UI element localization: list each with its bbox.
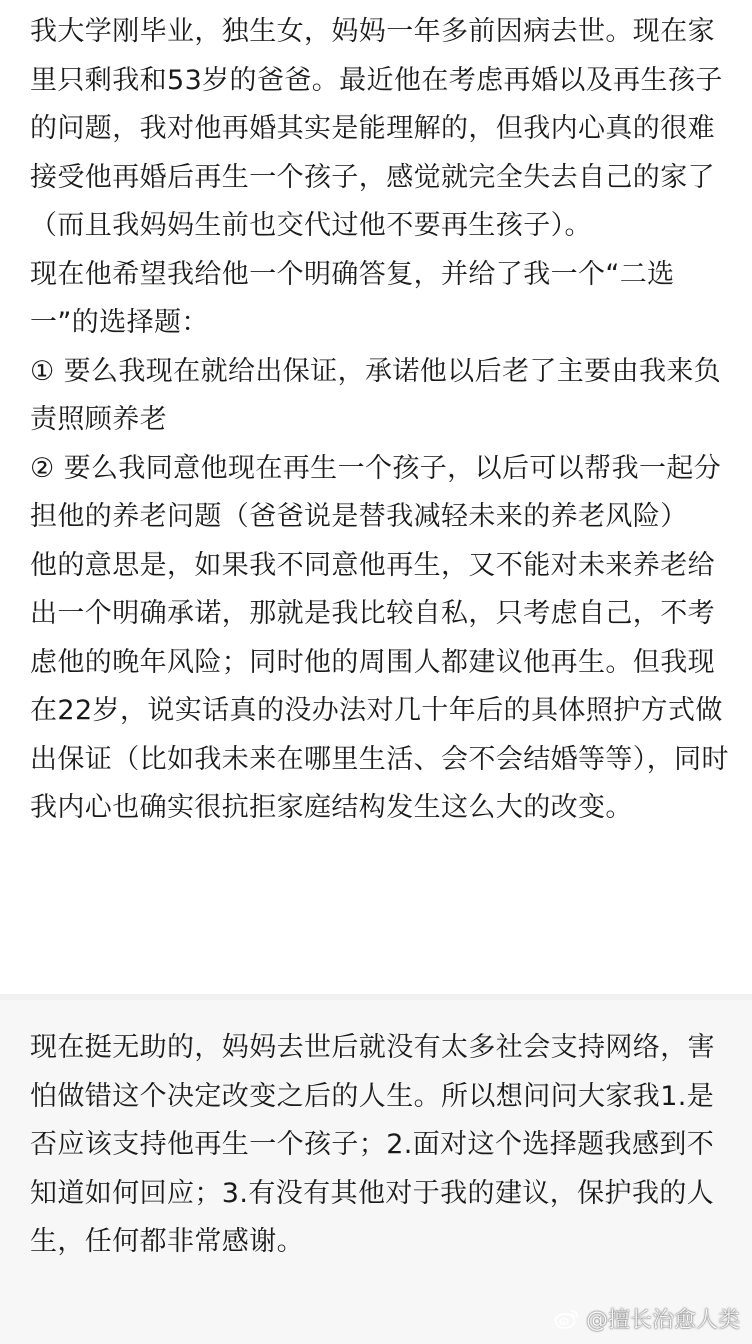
post-main-text: [30, 8, 730, 833]
paragraph-dilemma: 现在他希望我给他一个明确答复，并给了我一个“二选一”的选择题：: [30, 258, 675, 338]
paragraph-explanation: 他的意思是，如果我不同意他再生，又不能对未来养老给出一个明确承诺，那就是我比较自私，只考虑自己，不考虑他的晚年风险；同时他的周围人都建议他再生。但我现在22岁，说实话真的没办法对几十年后的具体照护方式做出保证（比如我未来在哪里生活、会不会结婚等等），同时我内心也确实很抗拒家庭结构发生这么大的改变。: [30, 549, 729, 823]
watermark-text: @擅长治愈人类: [585, 1308, 740, 1333]
paragraph-closing: 现在挺无助的，妈妈去世后就没有太多社会支持网络，害怕做错这个决定改变之后的人生。所以想问问大家我1.是否应该支持他再生一个孩子；2.面对这个选择题我感到不知道如何回应；3.有没有其他对于我的建议，保护我的人生，任何都非常感谢。: [30, 1032, 715, 1257]
paragraph-background: 我大学刚毕业，独生女，妈妈一年多前因病去世。现在家里只剩我和53岁的爸爸。最近他在考虑再婚以及再生孩子的问题，我对他再婚其实是能理解的，但我内心真的很难接受他再婚后再生一个孩子，感觉就完全失去自己的家了（而且我妈妈生前也交代过他不要再生孩子）。: [30, 16, 723, 241]
section-divider: [0, 994, 752, 1000]
post-closing-text: [30, 1024, 730, 1267]
option-one: ① 要么我现在就给出保证，承诺他以后老了主要由我来负责照顾养老: [30, 355, 722, 435]
option-two: ② 要么我同意他现在再生一个孩子，以后可以帮我一起分担他的养老问题（爸爸说是替我减轻未来的养老风险）: [30, 452, 722, 532]
weibo-icon: [554, 1308, 580, 1330]
watermark: [554, 1303, 740, 1334]
